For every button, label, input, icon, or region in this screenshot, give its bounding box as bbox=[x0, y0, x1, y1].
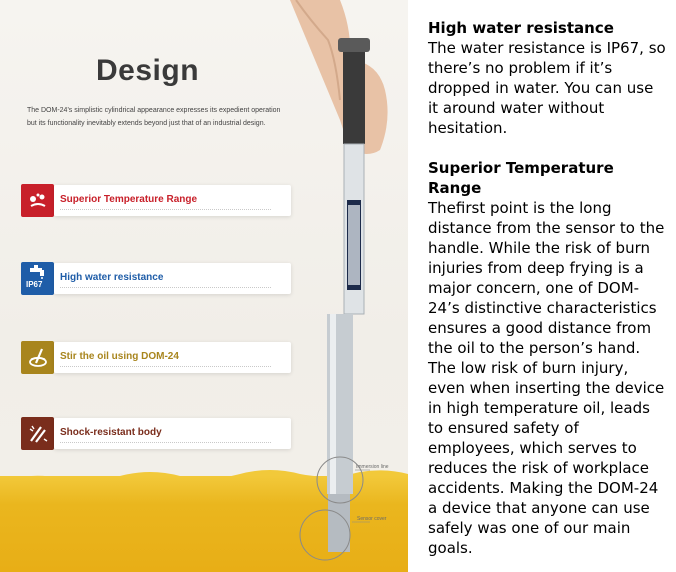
feature-label: Shock-resistant body bbox=[60, 427, 162, 438]
ip67-badge: IP67 bbox=[26, 280, 43, 289]
feature-label: High water resistance bbox=[60, 272, 164, 283]
promo-description: The DOM-24's simplistic cylindrical appearance expresses its expedient operation but its functionality inevitably extends beyond just that of an industrial design. bbox=[27, 107, 281, 127]
section-body: Thefirst point is the long distance from the sensor to the handle. While the risk of burn injuries from deep frying is a major concern, one of DOM-24’s distinctive characteristics ensures a good distance from the oil to the person’s hand. The low risk of burn injury, even when inserting the device in high temperature oil, leads to ensured safety of employees, which serves to reduces the risk of workplace accidents. Making the DOM-24 a device that anyone can use safely was one of our main goals. bbox=[428, 199, 665, 557]
article bbox=[428, 18, 668, 558]
sensor-cover-callout: Sensor cover bbox=[357, 516, 387, 522]
section-body: The water resistance is IP67, so there’s no problem if it’s dropped in water. You can use it around water without hesitation. bbox=[428, 39, 666, 137]
promo-title: Design bbox=[96, 54, 200, 87]
section-heading: Superior Temperature Range bbox=[428, 159, 614, 197]
immersion-line-callout: Immersion line bbox=[356, 464, 389, 470]
feature-label: Superior Temperature Range bbox=[60, 194, 198, 205]
feature-label: Stir the oil using DOM-24 bbox=[60, 351, 179, 362]
section-heading: High water resistance bbox=[428, 19, 614, 37]
